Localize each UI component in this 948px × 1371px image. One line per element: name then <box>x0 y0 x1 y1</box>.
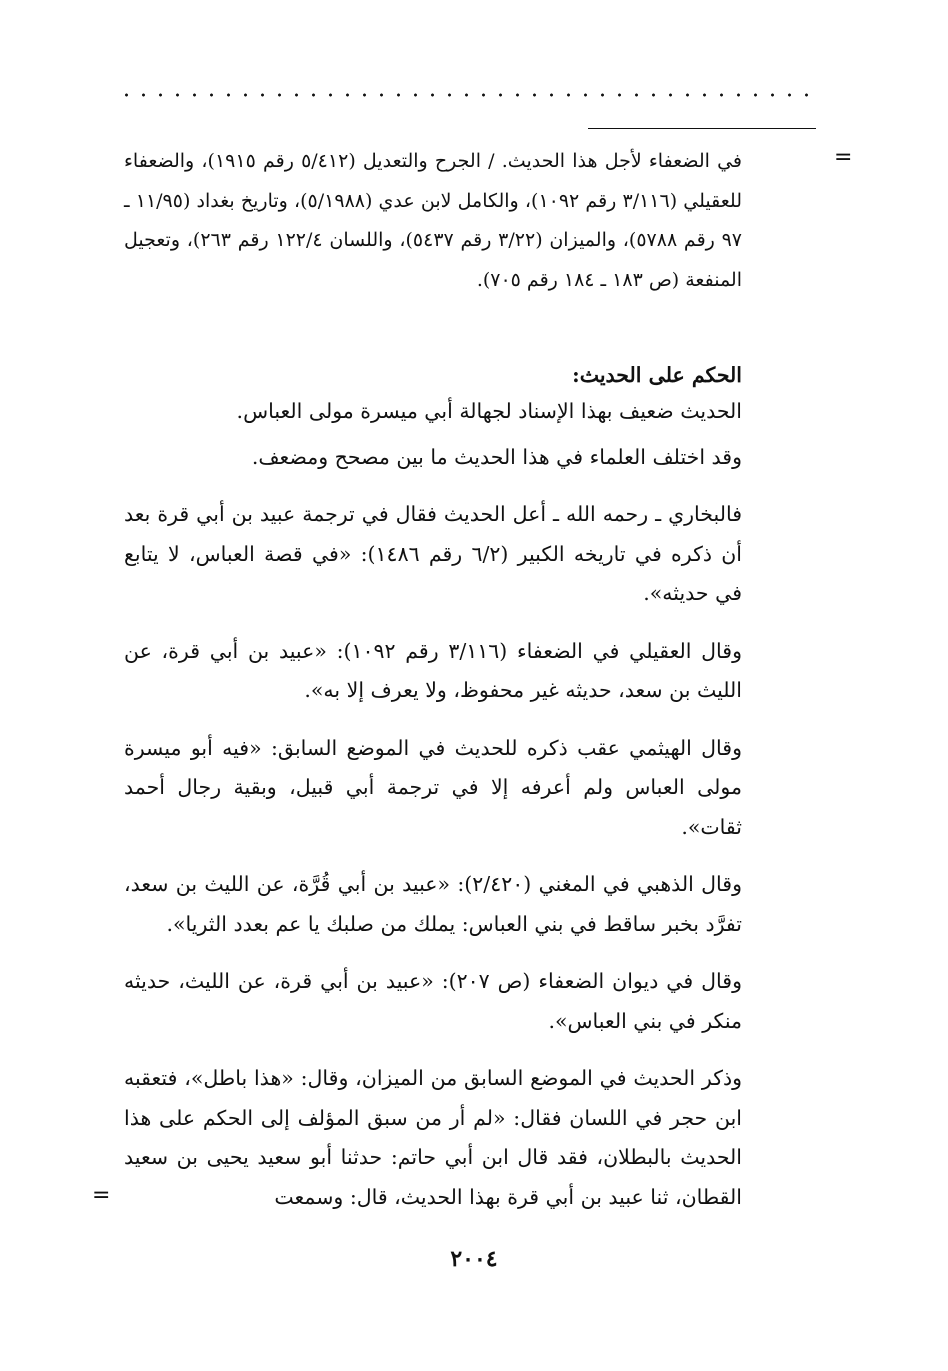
footnote-rule <box>588 128 816 129</box>
footnote-block <box>124 142 742 300</box>
paragraph: وقال الهيثمي عقب ذكره للحديث في الموضع السابق: «فيه أبو ميسرة مولى العباس ولم أعرفه إلا في ترجمة أبي قبيل، وبقية رجال أحمد ثقات». <box>124 735 742 839</box>
paragraph: الحديث ضعيف بهذا الإسناد لجهالة أبي ميسرة مولى العباس. <box>236 399 742 423</box>
paragraph: وذكر الحديث في الموضع السابق من الميزان، وقال: «هذا باطل»، فتعقبه ابن حجر في اللسان فقال: «لم أر من سبق المؤلف إلى الحكم على هذا الحديث بالبطلان، فقد قال ابن أبي حاتم: حدثنا أبو سعيد يحيى بن سعيد القطان، ثنا عبيد بن أبي قرة بهذا الحديث، قال: وسمعت <box>124 1066 742 1209</box>
dotted-separator <box>118 93 818 97</box>
page-number: ٢٠٠٤ <box>450 1246 498 1272</box>
main-text <box>124 358 742 1217</box>
paragraph: وقال الذهبي في المغني (٢/٤٢٠): «عبيد بن أبي قُرَّة، عن الليث بن سعد، تفرَّد بخبر ساقط في بني العباس: يملك من صلبك يا عم بعدد الثريا». <box>124 872 743 936</box>
paragraph: وقد اختلف العلماء في هذا الحديث ما بين مصحح ومضعف. <box>251 444 742 469</box>
continuation-mark-bottom: = <box>92 1183 111 1208</box>
footnote-text: في الضعفاء لأجل هذا الحديث. / الجرح والتعديل (٥/٤١٢ رقم ١٩١٥)، والضعفاء للعقيلي (٣/١١٦ رقم ١٠٩٢)، والكامل لابن عدي (٥/١٩٨٨)، وتاريخ بغداد (١١/٩٥ ـ ٩٧ رقم ٥٧٨٨)، والميزان (٣/٢٢ رقم ٥٤٣٧)، واللسان ١٢٢/٤ رقم ٢٦٣)، وتعجيل المنفعة (ص ١٨٣ ـ ١٨٤ رقم ٧٠٥). <box>124 150 743 291</box>
section-heading: الحكم على الحديث: <box>572 363 742 387</box>
paragraph: وقال العقيلي في الضعفاء (٣/١١٦ رقم ١٠٩٢): «عبيد بن أبي قرة، عن الليث بن سعد، حديثه غير محفوظ، ولا يعرف إلا به». <box>124 638 742 702</box>
paragraph: وقال في ديوان الضعفاء (ص ٢٠٧): «عبيد بن أبي قرة، عن الليث، حديثه منكر في بني العباس». <box>124 969 742 1033</box>
paragraph: فالبخاري ـ رحمه الله ـ أعل الحديث فقال في ترجمة عبيد بن أبي قرة بعد أن ذكره في تاريخه الكبير (٦/٢ رقم ١٤٨٦): «في قصة العباس، لا يتابع في حديثه». <box>124 502 742 605</box>
continuation-mark-top: = <box>834 145 853 170</box>
